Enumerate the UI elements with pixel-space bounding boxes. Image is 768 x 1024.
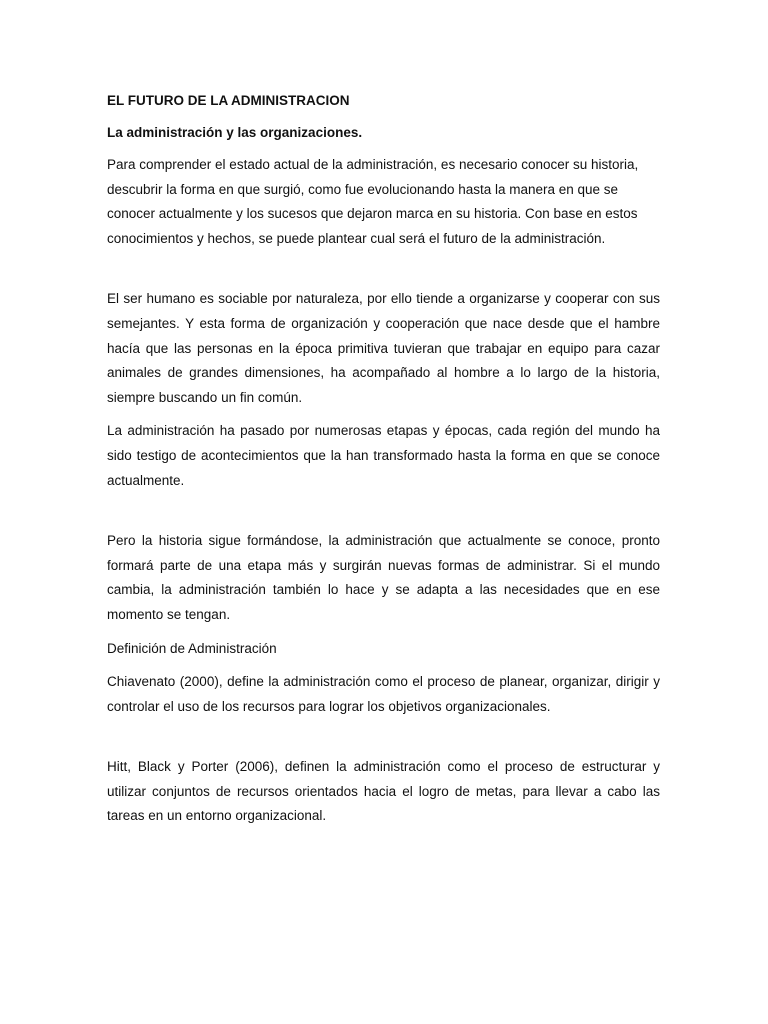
definition-chiavenato: Chiavenato (2000), define la administración como el proceso de planear, organizar, dirigir y controlar el uso de los recursos para lograr los objetivos organizacionales. bbox=[107, 674, 660, 714]
section-subtitle: La administración y las organizaciones. bbox=[107, 125, 363, 140]
paragraph-future: Pero la historia sigue formándose, la administración que actualmente se conoce, pronto formará parte de una etapa más y surgirán nuevas formas de administrar. Si el mundo cambia, la administración también lo hace y se adapta a las necesidades que en ese momento se tengan. bbox=[107, 533, 660, 622]
paragraph-human-nature: El ser humano es sociable por naturaleza, por ello tiende a organizarse y cooperar con sus semejantes. Y esta forma de organización y cooperación que nace desde que el hambre hacía que las personas en la época primitiva tuvieran que trabajar en equipo para cazar animales de grandes dimensiones, ha acompañado al hombre a lo largo de la historia, siempre buscando un fin común. bbox=[107, 291, 660, 405]
definition-hitt-black-porter: Hitt, Black y Porter (2006), definen la administración como el proceso de estructurar y utilizar conjuntos de recursos orientados hacia el logro de metas, para llevar a cabo las tareas en un entorno organizacional. bbox=[107, 759, 660, 824]
definition-heading: Definición de Administración bbox=[107, 640, 277, 656]
paragraph-intro: Para comprender el estado actual de la administración, es necesario conocer su historia, descubrir la forma en que surgió, como fue evolucionando hasta la manera en que se conocer actualmente y los sucesos que dejaron marca en su historia. Con base en estos conocimientos y hechos, se puede plantear cual será el futuro de la administración. bbox=[107, 157, 639, 246]
paragraph-stages: La administración ha pasado por numerosas etapas y épocas, cada región del mundo ha sido testigo de acontecimientos que la han transformado hasta la forma en que se conoce actualmente. bbox=[107, 423, 660, 488]
document-title: EL FUTURO DE LA ADMINISTRACION bbox=[107, 93, 350, 108]
